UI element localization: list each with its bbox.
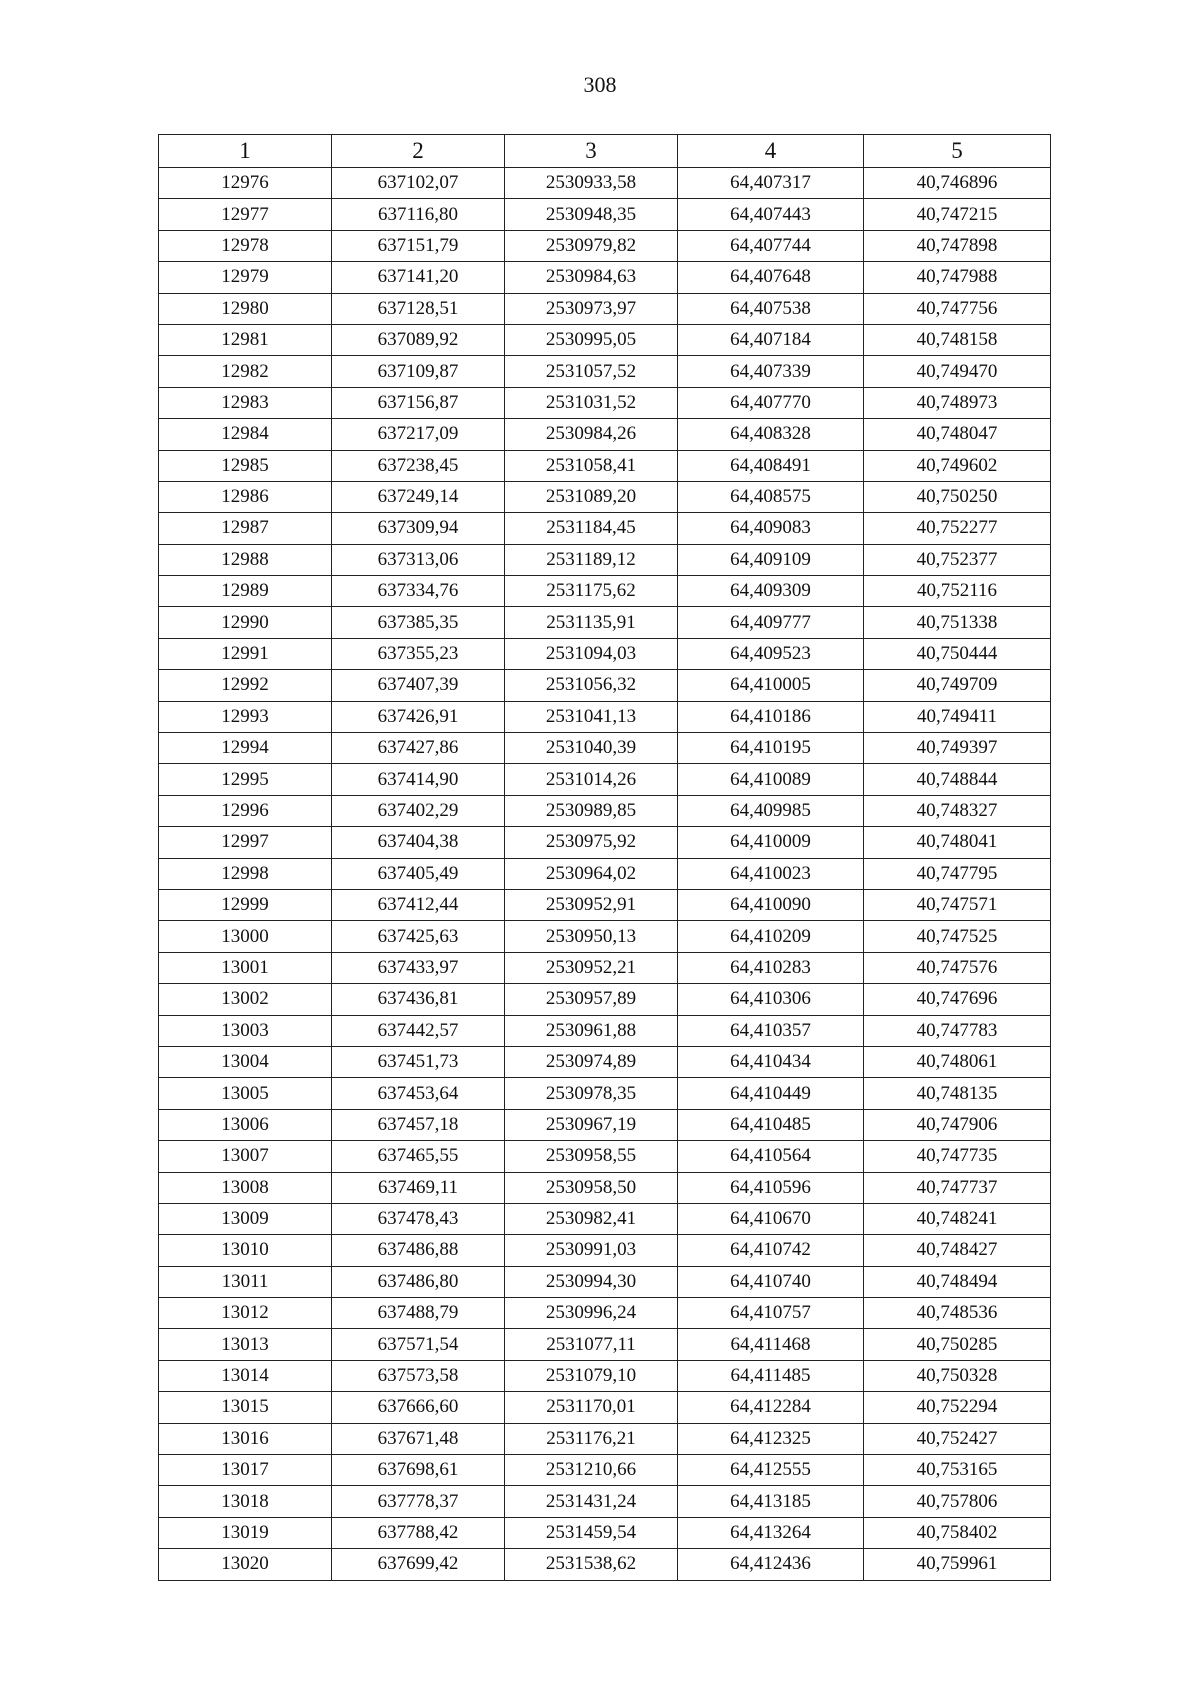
table-row	[159, 1015, 1051, 1046]
latitude-cell: 64,410564	[678, 1141, 864, 1172]
table-row	[159, 638, 1051, 669]
point-number-cell: 13014	[159, 1360, 332, 1391]
point-number-cell: 13018	[159, 1486, 332, 1517]
point-number-cell: 13010	[159, 1235, 332, 1266]
x-coordinate-cell: 637156,87	[332, 387, 505, 418]
x-coordinate-cell: 637141,20	[332, 262, 505, 293]
latitude-cell: 64,410434	[678, 1046, 864, 1077]
latitude-cell: 64,410283	[678, 952, 864, 983]
table-row	[159, 1266, 1051, 1297]
latitude-cell: 64,409083	[678, 513, 864, 544]
x-coordinate-cell: 637407,39	[332, 670, 505, 701]
latitude-cell: 64,411468	[678, 1329, 864, 1360]
longitude-cell: 40,758402	[864, 1517, 1051, 1548]
longitude-cell: 40,747898	[864, 230, 1051, 261]
point-number-cell: 12986	[159, 481, 332, 512]
y-coordinate-cell: 2530975,92	[505, 827, 678, 858]
longitude-cell: 40,748135	[864, 1078, 1051, 1109]
latitude-cell: 64,410485	[678, 1109, 864, 1140]
x-coordinate-cell: 637249,14	[332, 481, 505, 512]
y-coordinate-cell: 2531170,01	[505, 1392, 678, 1423]
x-coordinate-cell: 637778,37	[332, 1486, 505, 1517]
y-coordinate-cell: 2530991,03	[505, 1235, 678, 1266]
y-coordinate-cell: 2530979,82	[505, 230, 678, 261]
point-number-cell: 13007	[159, 1141, 332, 1172]
y-coordinate-cell: 2530973,97	[505, 293, 678, 324]
longitude-cell: 40,747906	[864, 1109, 1051, 1140]
longitude-cell: 40,751338	[864, 607, 1051, 638]
x-coordinate-cell: 637488,79	[332, 1298, 505, 1329]
table-row	[159, 858, 1051, 889]
header-cell-2: 2	[332, 135, 505, 168]
point-number-cell: 13003	[159, 1015, 332, 1046]
y-coordinate-cell: 2531041,13	[505, 701, 678, 732]
x-coordinate-cell: 637453,64	[332, 1078, 505, 1109]
y-coordinate-cell: 2530974,89	[505, 1046, 678, 1077]
latitude-cell: 64,407538	[678, 293, 864, 324]
latitude-cell: 64,410742	[678, 1235, 864, 1266]
x-coordinate-cell: 637478,43	[332, 1203, 505, 1234]
longitude-cell: 40,748844	[864, 764, 1051, 795]
y-coordinate-cell: 2530967,19	[505, 1109, 678, 1140]
point-number-cell: 12996	[159, 795, 332, 826]
x-coordinate-cell: 637313,06	[332, 544, 505, 575]
point-number-cell: 12983	[159, 387, 332, 418]
point-number-cell: 13006	[159, 1109, 332, 1140]
table-row	[159, 1392, 1051, 1423]
longitude-cell: 40,752377	[864, 544, 1051, 575]
latitude-cell: 64,407770	[678, 387, 864, 418]
y-coordinate-cell: 2531094,03	[505, 638, 678, 669]
point-number-cell: 13019	[159, 1517, 332, 1548]
latitude-cell: 64,410596	[678, 1172, 864, 1203]
coordinates-table	[158, 134, 1051, 1581]
table-row	[159, 1172, 1051, 1203]
table-row	[159, 1517, 1051, 1548]
latitude-cell: 64,413264	[678, 1517, 864, 1548]
table-row	[159, 262, 1051, 293]
table-row	[159, 481, 1051, 512]
point-number-cell: 12988	[159, 544, 332, 575]
longitude-cell: 40,759961	[864, 1549, 1051, 1580]
y-coordinate-cell: 2530950,13	[505, 921, 678, 952]
longitude-cell: 40,747756	[864, 293, 1051, 324]
y-coordinate-cell: 2530995,05	[505, 324, 678, 355]
x-coordinate-cell: 637442,57	[332, 1015, 505, 1046]
x-coordinate-cell: 637433,97	[332, 952, 505, 983]
point-number-cell: 12982	[159, 356, 332, 387]
longitude-cell: 40,748047	[864, 419, 1051, 450]
table-row	[159, 607, 1051, 638]
latitude-cell: 64,410089	[678, 764, 864, 795]
table-row	[159, 324, 1051, 355]
longitude-cell: 40,747696	[864, 984, 1051, 1015]
table-row	[159, 733, 1051, 764]
table-row	[159, 293, 1051, 324]
y-coordinate-cell: 2531040,39	[505, 733, 678, 764]
longitude-cell: 40,747783	[864, 1015, 1051, 1046]
point-number-cell: 12976	[159, 168, 332, 199]
y-coordinate-cell: 2531058,41	[505, 450, 678, 481]
x-coordinate-cell: 637109,87	[332, 356, 505, 387]
longitude-cell: 40,748494	[864, 1266, 1051, 1297]
longitude-cell: 40,746896	[864, 168, 1051, 199]
latitude-cell: 64,410209	[678, 921, 864, 952]
point-number-cell: 13004	[159, 1046, 332, 1077]
table-row	[159, 1329, 1051, 1360]
latitude-cell: 64,410670	[678, 1203, 864, 1234]
longitude-cell: 40,748061	[864, 1046, 1051, 1077]
point-number-cell: 13008	[159, 1172, 332, 1203]
table-row	[159, 1423, 1051, 1454]
latitude-cell: 64,411485	[678, 1360, 864, 1391]
y-coordinate-cell: 2530996,24	[505, 1298, 678, 1329]
latitude-cell: 64,412555	[678, 1455, 864, 1486]
latitude-cell: 64,408328	[678, 419, 864, 450]
table-row	[159, 230, 1051, 261]
latitude-cell: 64,410757	[678, 1298, 864, 1329]
latitude-cell: 64,410306	[678, 984, 864, 1015]
point-number-cell: 13002	[159, 984, 332, 1015]
x-coordinate-cell: 637666,60	[332, 1392, 505, 1423]
x-coordinate-cell: 637334,76	[332, 576, 505, 607]
table-row	[159, 168, 1051, 199]
longitude-cell: 40,750444	[864, 638, 1051, 669]
latitude-cell: 64,412436	[678, 1549, 864, 1580]
y-coordinate-cell: 2530978,35	[505, 1078, 678, 1109]
y-coordinate-cell: 2531057,52	[505, 356, 678, 387]
table-row	[159, 670, 1051, 701]
x-coordinate-cell: 637436,81	[332, 984, 505, 1015]
header-cell-3: 3	[505, 135, 678, 168]
x-coordinate-cell: 637699,42	[332, 1549, 505, 1580]
page-number: 308	[583, 72, 617, 97]
y-coordinate-cell: 2531089,20	[505, 481, 678, 512]
x-coordinate-cell: 637151,79	[332, 230, 505, 261]
point-number-cell: 12984	[159, 419, 332, 450]
longitude-cell: 40,748158	[864, 324, 1051, 355]
latitude-cell: 64,407648	[678, 262, 864, 293]
longitude-cell: 40,749602	[864, 450, 1051, 481]
y-coordinate-cell: 2531135,91	[505, 607, 678, 638]
y-coordinate-cell: 2531077,11	[505, 1329, 678, 1360]
longitude-cell: 40,747571	[864, 889, 1051, 920]
x-coordinate-cell: 637385,35	[332, 607, 505, 638]
point-number-cell: 12992	[159, 670, 332, 701]
latitude-cell: 64,410740	[678, 1266, 864, 1297]
longitude-cell: 40,747525	[864, 921, 1051, 952]
table-row	[159, 1203, 1051, 1234]
point-number-cell: 12978	[159, 230, 332, 261]
x-coordinate-cell: 637457,18	[332, 1109, 505, 1140]
point-number-cell: 13009	[159, 1203, 332, 1234]
header-cell-1: 1	[159, 135, 332, 168]
table-row	[159, 827, 1051, 858]
header-row	[159, 135, 1051, 168]
latitude-cell: 64,410090	[678, 889, 864, 920]
latitude-cell: 64,410005	[678, 670, 864, 701]
table-row	[159, 889, 1051, 920]
header-cell-5: 5	[864, 135, 1051, 168]
longitude-cell: 40,747735	[864, 1141, 1051, 1172]
latitude-cell: 64,410009	[678, 827, 864, 858]
latitude-cell: 64,407317	[678, 168, 864, 199]
longitude-cell: 40,749709	[864, 670, 1051, 701]
table-row	[159, 1486, 1051, 1517]
latitude-cell: 64,409523	[678, 638, 864, 669]
longitude-cell: 40,753165	[864, 1455, 1051, 1486]
point-number-cell: 12985	[159, 450, 332, 481]
header-cell-4: 4	[678, 135, 864, 168]
y-coordinate-cell: 2530952,91	[505, 889, 678, 920]
latitude-cell: 64,407339	[678, 356, 864, 387]
point-number-cell: 12991	[159, 638, 332, 669]
x-coordinate-cell: 637405,49	[332, 858, 505, 889]
point-number-cell: 13012	[159, 1298, 332, 1329]
latitude-cell: 64,409309	[678, 576, 864, 607]
x-coordinate-cell: 637573,58	[332, 1360, 505, 1391]
table-row	[159, 795, 1051, 826]
table-row	[159, 544, 1051, 575]
y-coordinate-cell: 2530958,50	[505, 1172, 678, 1203]
table-row	[159, 1046, 1051, 1077]
point-number-cell: 13000	[159, 921, 332, 952]
table-row	[159, 764, 1051, 795]
point-number-cell: 13020	[159, 1549, 332, 1580]
table-row	[159, 513, 1051, 544]
point-number-cell: 12990	[159, 607, 332, 638]
point-number-cell: 13005	[159, 1078, 332, 1109]
longitude-cell: 40,752427	[864, 1423, 1051, 1454]
point-number-cell: 13001	[159, 952, 332, 983]
point-number-cell: 13015	[159, 1392, 332, 1423]
y-coordinate-cell: 2531189,12	[505, 544, 678, 575]
table-row	[159, 1109, 1051, 1140]
x-coordinate-cell: 637571,54	[332, 1329, 505, 1360]
longitude-cell: 40,749397	[864, 733, 1051, 764]
longitude-cell: 40,750328	[864, 1360, 1051, 1391]
table-row	[159, 984, 1051, 1015]
x-coordinate-cell: 637465,55	[332, 1141, 505, 1172]
x-coordinate-cell: 637451,73	[332, 1046, 505, 1077]
longitude-cell: 40,752277	[864, 513, 1051, 544]
x-coordinate-cell: 637116,80	[332, 199, 505, 230]
latitude-cell: 64,410023	[678, 858, 864, 889]
x-coordinate-cell: 637486,88	[332, 1235, 505, 1266]
latitude-cell: 64,407184	[678, 324, 864, 355]
y-coordinate-cell: 2531538,62	[505, 1549, 678, 1580]
latitude-cell: 64,410186	[678, 701, 864, 732]
table-row	[159, 1549, 1051, 1580]
x-coordinate-cell: 637238,45	[332, 450, 505, 481]
longitude-cell: 40,748427	[864, 1235, 1051, 1266]
table-row	[159, 921, 1051, 952]
point-number-cell: 12993	[159, 701, 332, 732]
y-coordinate-cell: 2531056,32	[505, 670, 678, 701]
longitude-cell: 40,750250	[864, 481, 1051, 512]
y-coordinate-cell: 2530948,35	[505, 199, 678, 230]
longitude-cell: 40,750285	[864, 1329, 1051, 1360]
table-row	[159, 1360, 1051, 1391]
y-coordinate-cell: 2530994,30	[505, 1266, 678, 1297]
x-coordinate-cell: 637788,42	[332, 1517, 505, 1548]
y-coordinate-cell: 2531014,26	[505, 764, 678, 795]
x-coordinate-cell: 637102,07	[332, 168, 505, 199]
point-number-cell: 13011	[159, 1266, 332, 1297]
y-coordinate-cell: 2530989,85	[505, 795, 678, 826]
longitude-cell: 40,757806	[864, 1486, 1051, 1517]
x-coordinate-cell: 637414,90	[332, 764, 505, 795]
y-coordinate-cell: 2531175,62	[505, 576, 678, 607]
table-row	[159, 1078, 1051, 1109]
latitude-cell: 64,413185	[678, 1486, 864, 1517]
table-row	[159, 1298, 1051, 1329]
latitude-cell: 64,408575	[678, 481, 864, 512]
y-coordinate-cell: 2531459,54	[505, 1517, 678, 1548]
longitude-cell: 40,748241	[864, 1203, 1051, 1234]
longitude-cell: 40,748973	[864, 387, 1051, 418]
table-header	[159, 135, 1051, 168]
latitude-cell: 64,408491	[678, 450, 864, 481]
x-coordinate-cell: 637217,09	[332, 419, 505, 450]
point-number-cell: 12979	[159, 262, 332, 293]
longitude-cell: 40,752294	[864, 1392, 1051, 1423]
latitude-cell: 64,409777	[678, 607, 864, 638]
x-coordinate-cell: 637426,91	[332, 701, 505, 732]
y-coordinate-cell: 2531079,10	[505, 1360, 678, 1391]
y-coordinate-cell: 2530957,89	[505, 984, 678, 1015]
latitude-cell: 64,407744	[678, 230, 864, 261]
longitude-cell: 40,747988	[864, 262, 1051, 293]
y-coordinate-cell: 2530982,41	[505, 1203, 678, 1234]
y-coordinate-cell: 2530961,88	[505, 1015, 678, 1046]
y-coordinate-cell: 2530964,02	[505, 858, 678, 889]
latitude-cell: 64,407443	[678, 199, 864, 230]
point-number-cell: 12980	[159, 293, 332, 324]
y-coordinate-cell: 2530984,26	[505, 419, 678, 450]
x-coordinate-cell: 637427,86	[332, 733, 505, 764]
y-coordinate-cell: 2530952,21	[505, 952, 678, 983]
table-row	[159, 1141, 1051, 1172]
x-coordinate-cell: 637671,48	[332, 1423, 505, 1454]
longitude-cell: 40,748327	[864, 795, 1051, 826]
point-number-cell: 12987	[159, 513, 332, 544]
longitude-cell: 40,747576	[864, 952, 1051, 983]
point-number-cell: 12977	[159, 199, 332, 230]
x-coordinate-cell: 637089,92	[332, 324, 505, 355]
y-coordinate-cell: 2531210,66	[505, 1455, 678, 1486]
x-coordinate-cell: 637404,38	[332, 827, 505, 858]
x-coordinate-cell: 637412,44	[332, 889, 505, 920]
y-coordinate-cell: 2531176,21	[505, 1423, 678, 1454]
point-number-cell: 12995	[159, 764, 332, 795]
x-coordinate-cell: 637355,23	[332, 638, 505, 669]
latitude-cell: 64,409109	[678, 544, 864, 575]
latitude-cell: 64,410357	[678, 1015, 864, 1046]
latitude-cell: 64,412325	[678, 1423, 864, 1454]
point-number-cell: 13017	[159, 1455, 332, 1486]
x-coordinate-cell: 637469,11	[332, 1172, 505, 1203]
y-coordinate-cell: 2530958,55	[505, 1141, 678, 1172]
longitude-cell: 40,748536	[864, 1298, 1051, 1329]
longitude-cell: 40,749470	[864, 356, 1051, 387]
point-number-cell: 13013	[159, 1329, 332, 1360]
table-row	[159, 952, 1051, 983]
y-coordinate-cell: 2531431,24	[505, 1486, 678, 1517]
point-number-cell: 12981	[159, 324, 332, 355]
table-row	[159, 576, 1051, 607]
table-row	[159, 701, 1051, 732]
longitude-cell: 40,747795	[864, 858, 1051, 889]
point-number-cell: 12994	[159, 733, 332, 764]
table-row	[159, 387, 1051, 418]
x-coordinate-cell: 637309,94	[332, 513, 505, 544]
longitude-cell: 40,747737	[864, 1172, 1051, 1203]
point-number-cell: 12997	[159, 827, 332, 858]
table-row	[159, 1455, 1051, 1486]
point-number-cell: 12998	[159, 858, 332, 889]
x-coordinate-cell: 637425,63	[332, 921, 505, 952]
table-row	[159, 419, 1051, 450]
y-coordinate-cell: 2530933,58	[505, 168, 678, 199]
x-coordinate-cell: 637128,51	[332, 293, 505, 324]
table-row	[159, 1235, 1051, 1266]
point-number-cell: 13016	[159, 1423, 332, 1454]
y-coordinate-cell: 2531184,45	[505, 513, 678, 544]
latitude-cell: 64,410449	[678, 1078, 864, 1109]
latitude-cell: 64,409985	[678, 795, 864, 826]
x-coordinate-cell: 637486,80	[332, 1266, 505, 1297]
x-coordinate-cell: 637402,29	[332, 795, 505, 826]
latitude-cell: 64,410195	[678, 733, 864, 764]
x-coordinate-cell: 637698,61	[332, 1455, 505, 1486]
y-coordinate-cell: 2530984,63	[505, 262, 678, 293]
table-row	[159, 356, 1051, 387]
point-number-cell: 12999	[159, 889, 332, 920]
table-row	[159, 199, 1051, 230]
longitude-cell: 40,752116	[864, 576, 1051, 607]
longitude-cell: 40,749411	[864, 701, 1051, 732]
table-body	[159, 168, 1051, 1581]
table-row	[159, 450, 1051, 481]
latitude-cell: 64,412284	[678, 1392, 864, 1423]
longitude-cell: 40,747215	[864, 199, 1051, 230]
point-number-cell: 12989	[159, 576, 332, 607]
longitude-cell: 40,748041	[864, 827, 1051, 858]
y-coordinate-cell: 2531031,52	[505, 387, 678, 418]
